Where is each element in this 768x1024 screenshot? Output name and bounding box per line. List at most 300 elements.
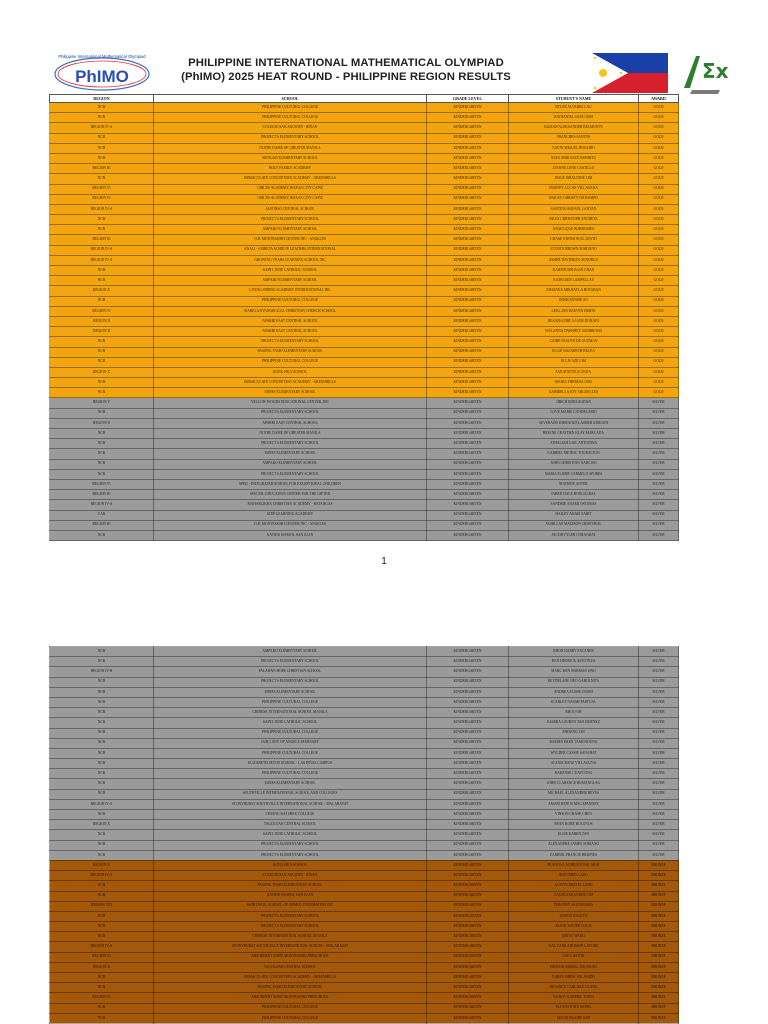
cell-grade-level: KINDERGARTEN xyxy=(427,657,509,667)
cell-region: NCR xyxy=(50,1013,154,1023)
cell-school: AMPARO ELEMENTARY SCHOOL xyxy=(154,647,427,657)
cell-region: NCR xyxy=(50,738,154,748)
cell-region: NCR xyxy=(50,153,154,163)
table-body-page-2 xyxy=(50,647,679,1024)
cell-award: SILVER xyxy=(639,799,679,809)
cell-student-name: ZONGO ESGUZO xyxy=(509,911,639,921)
cell-school: ANALI - AMBETA ACHIEVE LEADERS INTERNATIONAL xyxy=(154,245,427,255)
cell-region: REGION IV-A xyxy=(50,123,154,133)
cell-school: PHILIPPINE CULTURAL COLLEGE xyxy=(154,728,427,738)
cell-region: NCR xyxy=(50,850,154,860)
cell-region: REGION VI xyxy=(50,993,154,1003)
cell-region: NCR xyxy=(50,296,154,306)
table-row xyxy=(50,153,679,163)
cell-grade-level: KINDERGARTEN xyxy=(427,123,509,133)
cell-grade-level: KINDERGARTEN xyxy=(427,143,509,153)
cell-grade-level: KINDERGARTEN xyxy=(427,530,509,540)
cell-student-name: XIAN ADRIANCE ESPIRITU xyxy=(509,153,639,163)
cell-grade-level: KINDERGARTEN xyxy=(427,830,509,840)
table-row xyxy=(50,881,679,891)
cell-student-name: DESTOR AMIGEL BACOLOD xyxy=(509,962,639,972)
cell-school: SAINT PAUL SCHOOL OF ORMOC FOUNDATION INC xyxy=(154,901,427,911)
table-row xyxy=(50,143,679,153)
cell-student-name: ATHALIAH GAIL ANTONINA xyxy=(509,439,639,449)
cell-student-name: JARED DALE BONGALBAL xyxy=(509,490,639,500)
cell-school: ALFONSO CENTRAL SCHOOL xyxy=(154,204,427,214)
cell-grade-level: KINDERGARTEN xyxy=(427,520,509,530)
cell-grade-level: KINDERGARTEN xyxy=(427,153,509,163)
cell-school: PHILIPPINE CULTURAL COLLEGE xyxy=(154,697,427,707)
cell-student-name: RHON HARRY ESCANER xyxy=(509,647,639,657)
cell-award: GOLD xyxy=(639,235,679,245)
cell-region: NCR xyxy=(50,266,154,276)
cell-grade-level: KINDERGARTEN xyxy=(427,820,509,830)
cell-award: SILVER xyxy=(639,469,679,479)
cell-grade-level: KINDERGARTEN xyxy=(427,378,509,388)
table-row xyxy=(50,184,679,194)
cell-grade-level: KINDERGARTEN xyxy=(427,276,509,286)
cell-school: CHILDS ACADEMY, ROXAS CITY CAPIZ xyxy=(154,194,427,204)
table-row xyxy=(50,286,679,296)
table-row xyxy=(50,204,679,214)
cell-student-name: DAREN DREW SOLANIDO xyxy=(509,973,639,983)
cell-school: PHILIPPINE CULTURAL COLLEGE xyxy=(154,296,427,306)
cell-award: SILVER xyxy=(639,769,679,779)
title-block xyxy=(166,56,526,84)
cell-region: REGION VIII xyxy=(50,901,154,911)
cell-region: REGION VI xyxy=(50,194,154,204)
cell-award: GOLD xyxy=(639,174,679,184)
results-table-page-2 xyxy=(49,646,679,1024)
table-row xyxy=(50,1003,679,1013)
cell-region: REGION IV-A xyxy=(50,799,154,809)
cell-school: SOUTHVILLE INTERNATIONAL SCHOOL AND COLLEGES xyxy=(154,789,427,799)
cell-region: NCR xyxy=(50,113,154,123)
cell-region: NCR xyxy=(50,769,154,779)
cell-award: SILVER xyxy=(639,840,679,850)
cell-region: NCR xyxy=(50,922,154,932)
cell-region: NCR xyxy=(50,337,154,347)
cell-region: REGION IV-A xyxy=(50,255,154,265)
logo-caption: Philippine International Mathematical Olympiad xyxy=(58,54,146,59)
cell-region: NCR xyxy=(50,449,154,459)
cell-school: CHIANG KAI SHEK COLLEGE xyxy=(154,810,427,820)
cell-school: IMMACULATE CONCEPTION ACADEMY - GREENHILLS xyxy=(154,973,427,983)
cell-grade-level: KINDERGARTEN xyxy=(427,860,509,870)
cell-region: NCR xyxy=(50,429,154,439)
cell-school: O.B. MONTESSORI CENTER INC - ANGELES xyxy=(154,520,427,530)
cell-student-name: RYLEE ALVAREZ LAU xyxy=(509,103,639,113)
cell-student-name: ALEXIS RANZ VILLAGUNA xyxy=(509,759,639,769)
table-row xyxy=(50,911,679,921)
cell-school: PHILIPPINE CULTURAL COLLEGE xyxy=(154,748,427,758)
table-row xyxy=(50,840,679,850)
cell-region: NCR xyxy=(50,789,154,799)
cell-grade-level: KINDERGARTEN xyxy=(427,429,509,439)
table-row xyxy=(50,871,679,881)
cell-school: KONG HUA SCHOOL xyxy=(154,860,427,870)
cell-student-name: MACIE BLAIRE KEE xyxy=(509,1013,639,1023)
cell-student-name: SCARLET NAOMI PASTUAL xyxy=(509,697,639,707)
cell-region: NCR xyxy=(50,357,154,367)
cell-region: NCR xyxy=(50,459,154,469)
cell-student-name: ANGELIQUE BORROMEO xyxy=(509,225,639,235)
cell-award: GOLD xyxy=(639,225,679,235)
cell-region: NCR xyxy=(50,810,154,820)
table-row xyxy=(50,398,679,408)
cell-school: PHILIPPINE CULTURAL COLLEGE xyxy=(154,769,427,779)
table-row xyxy=(50,677,679,687)
cell-award: GOLD xyxy=(639,204,679,214)
cell-award: GOLD xyxy=(639,367,679,377)
cell-student-name: LOVE MARIE CANDELARIO xyxy=(509,408,639,418)
cell-region: REGION X xyxy=(50,367,154,377)
philippine-flag-icon xyxy=(592,53,668,93)
cell-school: COLEGIO SAN AGUSTIN - BIÑAN xyxy=(154,871,427,881)
cell-grade-level: KINDERGARTEN xyxy=(427,962,509,972)
cell-award: GOLD xyxy=(639,306,679,316)
cell-award: GOLD xyxy=(639,255,679,265)
cell-school: MINES ELEMENTARY SCHOOL xyxy=(154,779,427,789)
cell-award: SILVER xyxy=(639,408,679,418)
cell-grade-level: KINDERGARTEN xyxy=(427,1003,509,1013)
cell-region: NCR xyxy=(50,779,154,789)
cell-grade-level: KINDERGARTEN xyxy=(427,738,509,748)
cell-award: SILVER xyxy=(639,738,679,748)
cell-award: BRONZE xyxy=(639,891,679,901)
cell-student-name: KLEIN XAVIER COLIS xyxy=(509,922,639,932)
cell-school: PROJECT 6 ELEMENTARY SCHOOL xyxy=(154,850,427,860)
page-number: 1 xyxy=(381,556,387,567)
cell-award: SILVER xyxy=(639,459,679,469)
cell-school: PASONG TAMO ELEMENTARY SCHOOL xyxy=(154,881,427,891)
cell-grade-level: KINDERGARTEN xyxy=(427,952,509,962)
cell-award: BRONZE xyxy=(639,871,679,881)
cell-school: PROJECT 6 ELEMENTARY SCHOOL xyxy=(154,911,427,921)
cell-student-name: DEASNCE CARLISLE ULANG xyxy=(509,983,639,993)
cell-student-name: IRISH EUNISE SO xyxy=(509,296,639,306)
cell-grade-level: KINDERGARTEN xyxy=(427,922,509,932)
cell-school: CHILDS ACADEMY, ROXAS CITY CAPIZ xyxy=(154,184,427,194)
cell-grade-level: KINDERGARTEN xyxy=(427,347,509,357)
cell-school: AMPARO ELEMENTARY SCHOOL xyxy=(154,225,427,235)
sigma-logo xyxy=(680,50,729,96)
table-row xyxy=(50,769,679,779)
cell-student-name: TIMOTHY SALVARAMA xyxy=(509,901,639,911)
cell-region: NCR xyxy=(50,143,154,153)
cell-region: NCR xyxy=(50,103,154,113)
table-row xyxy=(50,449,679,459)
table-row xyxy=(50,500,679,510)
cell-award: SILVER xyxy=(639,697,679,707)
cell-award: GOLD xyxy=(639,153,679,163)
cell-school: MINES ELEMENTARY SCHOOL xyxy=(154,687,427,697)
cell-school: PROJECT 6 ELEMENTARY SCHOOL xyxy=(154,408,427,418)
cell-student-name: HARVEY LUCAS VILLASANA xyxy=(509,184,639,194)
cell-student-name: JOHANNA MIKHAYLA BOTABAN xyxy=(509,286,639,296)
cell-award: SILVER xyxy=(639,850,679,860)
cell-student-name: ANDREA ELISSE DOMO xyxy=(509,687,639,697)
phimo-logo xyxy=(52,52,152,92)
cell-student-name: ELIANA KATE ISONG xyxy=(509,1003,639,1013)
cell-region: NCR xyxy=(50,133,154,143)
cell-student-name: NATHANIEL SUZE CHUI xyxy=(509,113,639,123)
cell-student-name: QINYU WANG xyxy=(509,932,639,942)
cell-grade-level: KINDERGARTEN xyxy=(427,810,509,820)
cell-award: SILVER xyxy=(639,708,679,718)
cell-region: REGION VI xyxy=(50,479,154,489)
cell-award: SILVER xyxy=(639,820,679,830)
cell-grade-level: KINDERGARTEN xyxy=(427,779,509,789)
cell-award: SILVER xyxy=(639,728,679,738)
cell-award: SILVER xyxy=(639,510,679,520)
cell-student-name: JOHN CHRISTIAN NARCISO xyxy=(509,459,639,469)
page-subtitle: (PhIMO) 2025 HEAT ROUND - PHILIPPINE REGION RESULTS xyxy=(181,71,511,83)
cell-award: BRONZE xyxy=(639,1003,679,1013)
cell-school: ISABELA EVANGELICAL CHRISTIAN CHURCH SCHOOL xyxy=(154,306,427,316)
cell-student-name: STEVEN BROWN MARIANO xyxy=(509,245,639,255)
cell-region: REGION II xyxy=(50,418,154,428)
cell-grade-level: KINDERGARTEN xyxy=(427,174,509,184)
cell-grade-level: KINDERGARTEN xyxy=(427,459,509,469)
cell-student-name: REANNA ERICA JADE DONATO xyxy=(509,316,639,326)
table-row xyxy=(50,367,679,377)
cell-school: SPECIAL EDUCATION CENTER FOR THE GIFTED xyxy=(154,490,427,500)
cell-school: NOTRE DAME OF GREATER MANILA xyxy=(154,143,427,153)
cell-school: TAGOLOAN CENTRAL SCHOOL xyxy=(154,962,427,972)
cell-award: BRONZE xyxy=(639,983,679,993)
cell-grade-level: KINDERGARTEN xyxy=(427,113,509,123)
cell-award: BRONZE xyxy=(639,952,679,962)
cell-award: SILVER xyxy=(639,718,679,728)
cell-school: LIVING SPRING ACADEMY INTERNATIONAL INC xyxy=(154,286,427,296)
cell-student-name: CHASE JOHNSON EL DAVID xyxy=(509,235,639,245)
cell-region: NCR xyxy=(50,932,154,942)
cell-school: O.B. MONTESSORI CENTER INC - ANGELES xyxy=(154,235,427,245)
cell-region: NCR xyxy=(50,973,154,983)
cell-student-name: FRANCHES SANTOS xyxy=(509,133,639,143)
table-row xyxy=(50,479,679,489)
cell-student-name: VINSON CHASE CHEN xyxy=(509,810,639,820)
cell-region: NCR xyxy=(50,830,154,840)
cell-region: NCR xyxy=(50,1003,154,1013)
cell-school: GROWING YEARS LEARNING SCHOOL INC xyxy=(154,255,427,265)
cell-school: PROJECT 6 ELEMENTARY SCHOOL xyxy=(154,215,427,225)
table-row xyxy=(50,860,679,870)
cell-student-name: REYDELANE NEO GAROLNITA xyxy=(509,677,639,687)
table-row xyxy=(50,459,679,469)
cell-award: GOLD xyxy=(639,215,679,225)
table-row xyxy=(50,667,679,677)
cell-region: REGION X xyxy=(50,962,154,972)
cell-student-name: MARIA ELISHE CARMELO SPORES xyxy=(509,469,639,479)
cell-region: NCR xyxy=(50,687,154,697)
cell-award: SILVER xyxy=(639,810,679,820)
cell-award: GOLD xyxy=(639,123,679,133)
table-row xyxy=(50,983,679,993)
cell-student-name: RAN HEDRICK ASTOTEZA xyxy=(509,657,639,667)
cell-student-name: KATELEEN LAMPELLAS xyxy=(509,276,639,286)
cell-school: ABSORBENT MIND MONTESSORI PRESCHOOL xyxy=(154,952,427,962)
table-row xyxy=(50,728,679,738)
table-row xyxy=(50,429,679,439)
cell-grade-level: KINDERGARTEN xyxy=(427,891,509,901)
cell-school: MINES ELEMENTARY SCHOOL xyxy=(154,449,427,459)
cell-region: NCR xyxy=(50,911,154,921)
cell-region: REGION X xyxy=(50,820,154,830)
cell-region: NCR xyxy=(50,174,154,184)
cell-grade-level: KINDERGARTEN xyxy=(427,759,509,769)
cell-student-name: GABRIELLA JOY ARGUELLES xyxy=(509,388,639,398)
cell-grade-level: KINDERGARTEN xyxy=(427,439,509,449)
cell-region: NCR xyxy=(50,276,154,286)
cell-grade-level: KINDERGARTEN xyxy=(427,973,509,983)
cell-student-name: XAVIN MIGUEL ROSARIO xyxy=(509,143,639,153)
cell-region: CAR xyxy=(50,510,154,520)
cell-region: NCR xyxy=(50,677,154,687)
table-row xyxy=(50,891,679,901)
cell-school: PHILIPPINE CULTURAL COLLEGE xyxy=(154,1003,427,1013)
cell-grade-level: KINDERGARTEN xyxy=(427,215,509,225)
cell-student-name: HAILEY ANAIS SABIT xyxy=(509,510,639,520)
table-row xyxy=(50,973,679,983)
cell-award: SILVER xyxy=(639,657,679,667)
cell-award: GOLD xyxy=(639,184,679,194)
cell-award: GOLD xyxy=(639,143,679,153)
cell-region: NCR xyxy=(50,840,154,850)
cell-student-name: AMARI RENOS MACAPANDAY xyxy=(509,799,639,809)
cell-student-name: JIRICH BORLAGDAN xyxy=(509,398,639,408)
cell-award: GOLD xyxy=(639,337,679,347)
cell-grade-level: KINDERGARTEN xyxy=(427,164,509,174)
cell-award: SILVER xyxy=(639,520,679,530)
table-row xyxy=(50,901,679,911)
cell-student-name: MARC KEN NORMAN ONG xyxy=(509,667,639,677)
cell-award: GOLD xyxy=(639,194,679,204)
cell-school: PHILIPPINE CULTURAL COLLEGE xyxy=(154,113,427,123)
table-row xyxy=(50,932,679,942)
cell-school: HOLY FAMILY ACADEMY xyxy=(154,164,427,174)
table-row xyxy=(50,225,679,235)
table-row xyxy=(50,316,679,326)
cell-award: GOLD xyxy=(639,378,679,388)
cell-grade-level: KINDERGARTEN xyxy=(427,469,509,479)
page-header xyxy=(48,50,729,94)
cell-region: REGION III xyxy=(50,520,154,530)
table-row xyxy=(50,820,679,830)
cell-award: SILVER xyxy=(639,490,679,500)
cell-grade-level: KINDERGARTEN xyxy=(427,316,509,326)
cell-grade-level: KINDERGARTEN xyxy=(427,932,509,942)
cell-student-name: KEZIAH ALEKSANDER BELMONTE xyxy=(509,123,639,133)
cell-award: GOLD xyxy=(639,276,679,286)
table-row xyxy=(50,123,679,133)
cell-region: REGION X xyxy=(50,860,154,870)
cell-student-name: ACHILLAS MADISON CRISTOBAL xyxy=(509,520,639,530)
cell-region: NCR xyxy=(50,881,154,891)
cell-grade-level: KINDERGARTEN xyxy=(427,799,509,809)
cell-school: TAGOLOAN CENTRAL SCHOOL xyxy=(154,820,427,830)
cell-award: SILVER xyxy=(639,479,679,489)
cell-grade-level: KINDERGARTEN xyxy=(427,306,509,316)
cell-school: PROJECT 6 ELEMENTARY SCHOOL xyxy=(154,469,427,479)
cell-school: XAVIER SCHOOL SAN JUAN xyxy=(154,891,427,901)
table-row xyxy=(50,266,679,276)
table-header-row xyxy=(50,95,679,103)
cell-school: AMPARO ELEMENTARY SCHOOL xyxy=(154,459,427,469)
cell-student-name: ELISE KAREN TAN xyxy=(509,830,639,840)
cell-student-name: MICHAEL ALEXANDER REYES xyxy=(509,789,639,799)
cell-award: GOLD xyxy=(639,103,679,113)
cell-grade-level: KINDERGARTEN xyxy=(427,840,509,850)
table-row xyxy=(50,255,679,265)
cell-school: BUNGAD ELEMENTARY SCHOOL xyxy=(154,153,427,163)
cell-school: COLEGIO SAN AGUSTIN - BIÑAN xyxy=(154,123,427,133)
table-row xyxy=(50,215,679,225)
table-row xyxy=(50,962,679,972)
cell-school: IMMACULATE CONCEPTION ACADEMY - GREENHILLS xyxy=(154,174,427,184)
cell-award: SILVER xyxy=(639,439,679,449)
cell-region: REGION IV-A xyxy=(50,204,154,214)
cell-award: GOLD xyxy=(639,113,679,123)
cell-school: PROJECT 6 ELEMENTARY SCHOOL xyxy=(154,922,427,932)
cell-grade-level: KINDERGARTEN xyxy=(427,194,509,204)
cell-student-name: LEILLIAN RAEVEN BERTA xyxy=(509,306,639,316)
cell-student-name: PAIGE ISBALDINE LIM xyxy=(509,174,639,184)
cell-grade-level: KINDERGARTEN xyxy=(427,697,509,707)
cell-student-name: MARCO GABRIEL TUPAS xyxy=(509,993,639,1003)
cell-school: CHINESE INTERNATIONAL SCHOOL MANILA xyxy=(154,708,427,718)
cell-school: PROJECT 6 ELEMENTARY SCHOOL xyxy=(154,677,427,687)
cell-region: REGION VI xyxy=(50,952,154,962)
table-row xyxy=(50,789,679,799)
cell-award: SILVER xyxy=(639,530,679,540)
table-row xyxy=(50,718,679,728)
cell-grade-level: KINDERGARTEN xyxy=(427,357,509,367)
table-row xyxy=(50,133,679,143)
page-title: PHILIPPINE INTERNATIONAL MATHEMATICAL OLYMPIAD xyxy=(188,57,504,69)
cell-school: APARRI EAST CENTRAL SCHOOL xyxy=(154,327,427,337)
cell-region: NCR xyxy=(50,215,154,225)
cell-grade-level: KINDERGARTEN xyxy=(427,789,509,799)
table-row xyxy=(50,993,679,1003)
cell-student-name: KAIDEN ISH JUAN CHAN xyxy=(509,266,639,276)
cell-grade-level: KINDERGARTEN xyxy=(427,983,509,993)
table-row xyxy=(50,748,679,758)
cell-student-name: SANDRIE ANAMI OSTURAS xyxy=(509,500,639,510)
cell-student-name: KIARRA LAUREN TAN JIMENEZ xyxy=(509,718,639,728)
cell-grade-level: KINDERGARTEN xyxy=(427,225,509,235)
table-row xyxy=(50,245,679,255)
cell-region: REGION VI xyxy=(50,306,154,316)
cell-school: ELIZABETH SETON SCHOOL - LAS PIÑAS CAMPUS xyxy=(154,759,427,769)
cell-award: BRONZE xyxy=(639,973,679,983)
cell-student-name: GAL ZANE ADDISON LAYORE xyxy=(509,942,639,952)
cell-student-name: SEVERAÑO EMMANUEL ASHER ADRIANI xyxy=(509,418,639,428)
cell-grade-level: KINDERGARTEN xyxy=(427,850,509,860)
cell-school: IMMACULATE CONCEPTION ACADEMY - GREENHILLS xyxy=(154,378,427,388)
cell-school: APARRI EAST CENTRAL SCHOOL xyxy=(154,418,427,428)
cell-grade-level: KINDERGARTEN xyxy=(427,408,509,418)
column-header-grade-level: GRADE LEVEL xyxy=(427,95,509,103)
cell-award: SILVER xyxy=(639,687,679,697)
cell-award: BRONZE xyxy=(639,881,679,891)
logo-text: PhIMO xyxy=(75,67,129,86)
table-row xyxy=(50,779,679,789)
cell-grade-level: KINDERGARTEN xyxy=(427,204,509,214)
cell-award: BRONZE xyxy=(639,962,679,972)
cell-student-name: BRIANE CRAYDEN KLAY MARCADA xyxy=(509,429,639,439)
